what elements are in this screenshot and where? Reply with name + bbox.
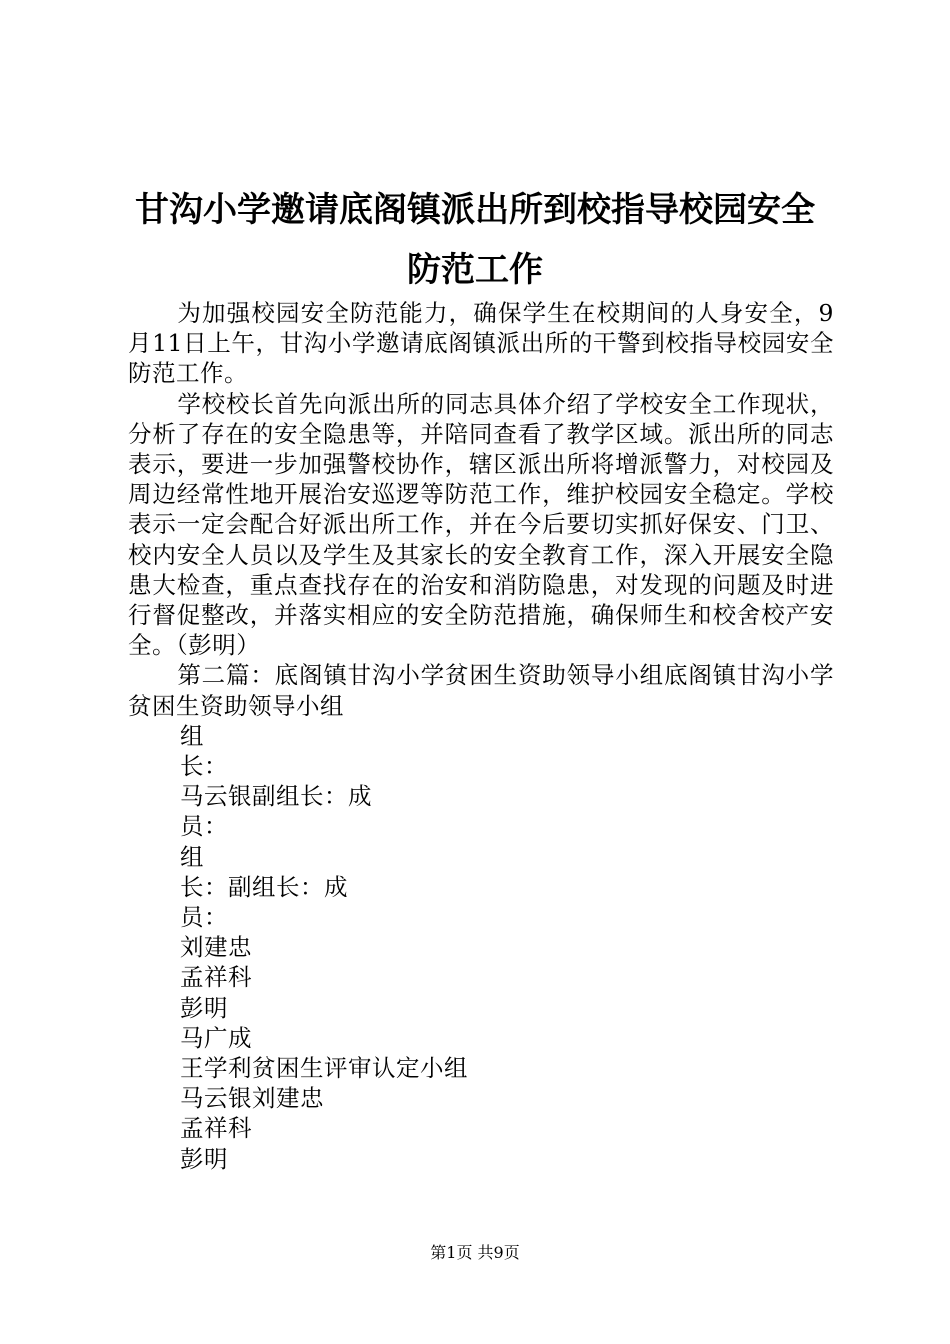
- paragraph-second-section-heading: 第二篇：底阁镇甘沟小学贫困生资助领导小组底阁镇甘沟小学贫困生资助领导小组: [128, 661, 834, 720]
- document-body: [128, 298, 834, 1174]
- list-item: 组: [180, 842, 204, 871]
- list-item: 员：: [180, 812, 228, 841]
- list-item: 马云银刘建忠: [180, 1084, 324, 1113]
- list-item: 员：: [180, 903, 228, 932]
- paragraph-intro: 为加强校园安全防范能力，确保学生在校期间的人身安全，9月11日上午，甘沟小学邀请底阁镇派出所的干警到校指导校园安全防范工作。: [128, 299, 834, 388]
- page-footer: 第1页 共9页: [430, 1243, 520, 1262]
- member-list: [128, 721, 834, 1174]
- paragraph-details: 学校校长首先向派出所的同志具体介绍了学校安全工作现状，分析了存在的安全隐患等，并陪同查看了教学区域。派出所的同志表示，要进一步加强警校协作，辖区派出所将增派警力，对校园及周边经常性地开展治安巡逻等防范工作，维护校园安全稳定。学校表示一定会配合好派出所工作，并在今后要切实抓好保安、门卫、校内安全人员以及学生及其家长的安全教育工作，深入开展安全隐患大检查，重点查找存在的治安和消防隐患，对发现的问题及时进行督促整改，并落实相应的安全防范措施，确保师生和校舍校产安全。（彭明）: [128, 389, 834, 660]
- list-item: 刘建忠: [180, 933, 252, 962]
- list-item: 王学利贫困生评审认定小组: [180, 1054, 468, 1083]
- list-item: 孟祥科: [180, 1114, 252, 1143]
- list-item: 孟祥科: [180, 963, 252, 992]
- list-item: 彭明: [180, 1144, 228, 1173]
- list-item: 彭明: [180, 993, 228, 1022]
- list-item: 长：副组长：成: [180, 872, 348, 901]
- list-item: 组: [180, 721, 204, 750]
- document-title-line-1: 甘沟小学邀请底阁镇派出所到校指导校园安全: [135, 190, 815, 230]
- list-item: 长：: [180, 752, 228, 781]
- list-item: 马云银副组长：成: [180, 782, 372, 811]
- document-title-line-2: 防范工作: [407, 250, 543, 290]
- list-item: 马广成: [180, 1023, 252, 1052]
